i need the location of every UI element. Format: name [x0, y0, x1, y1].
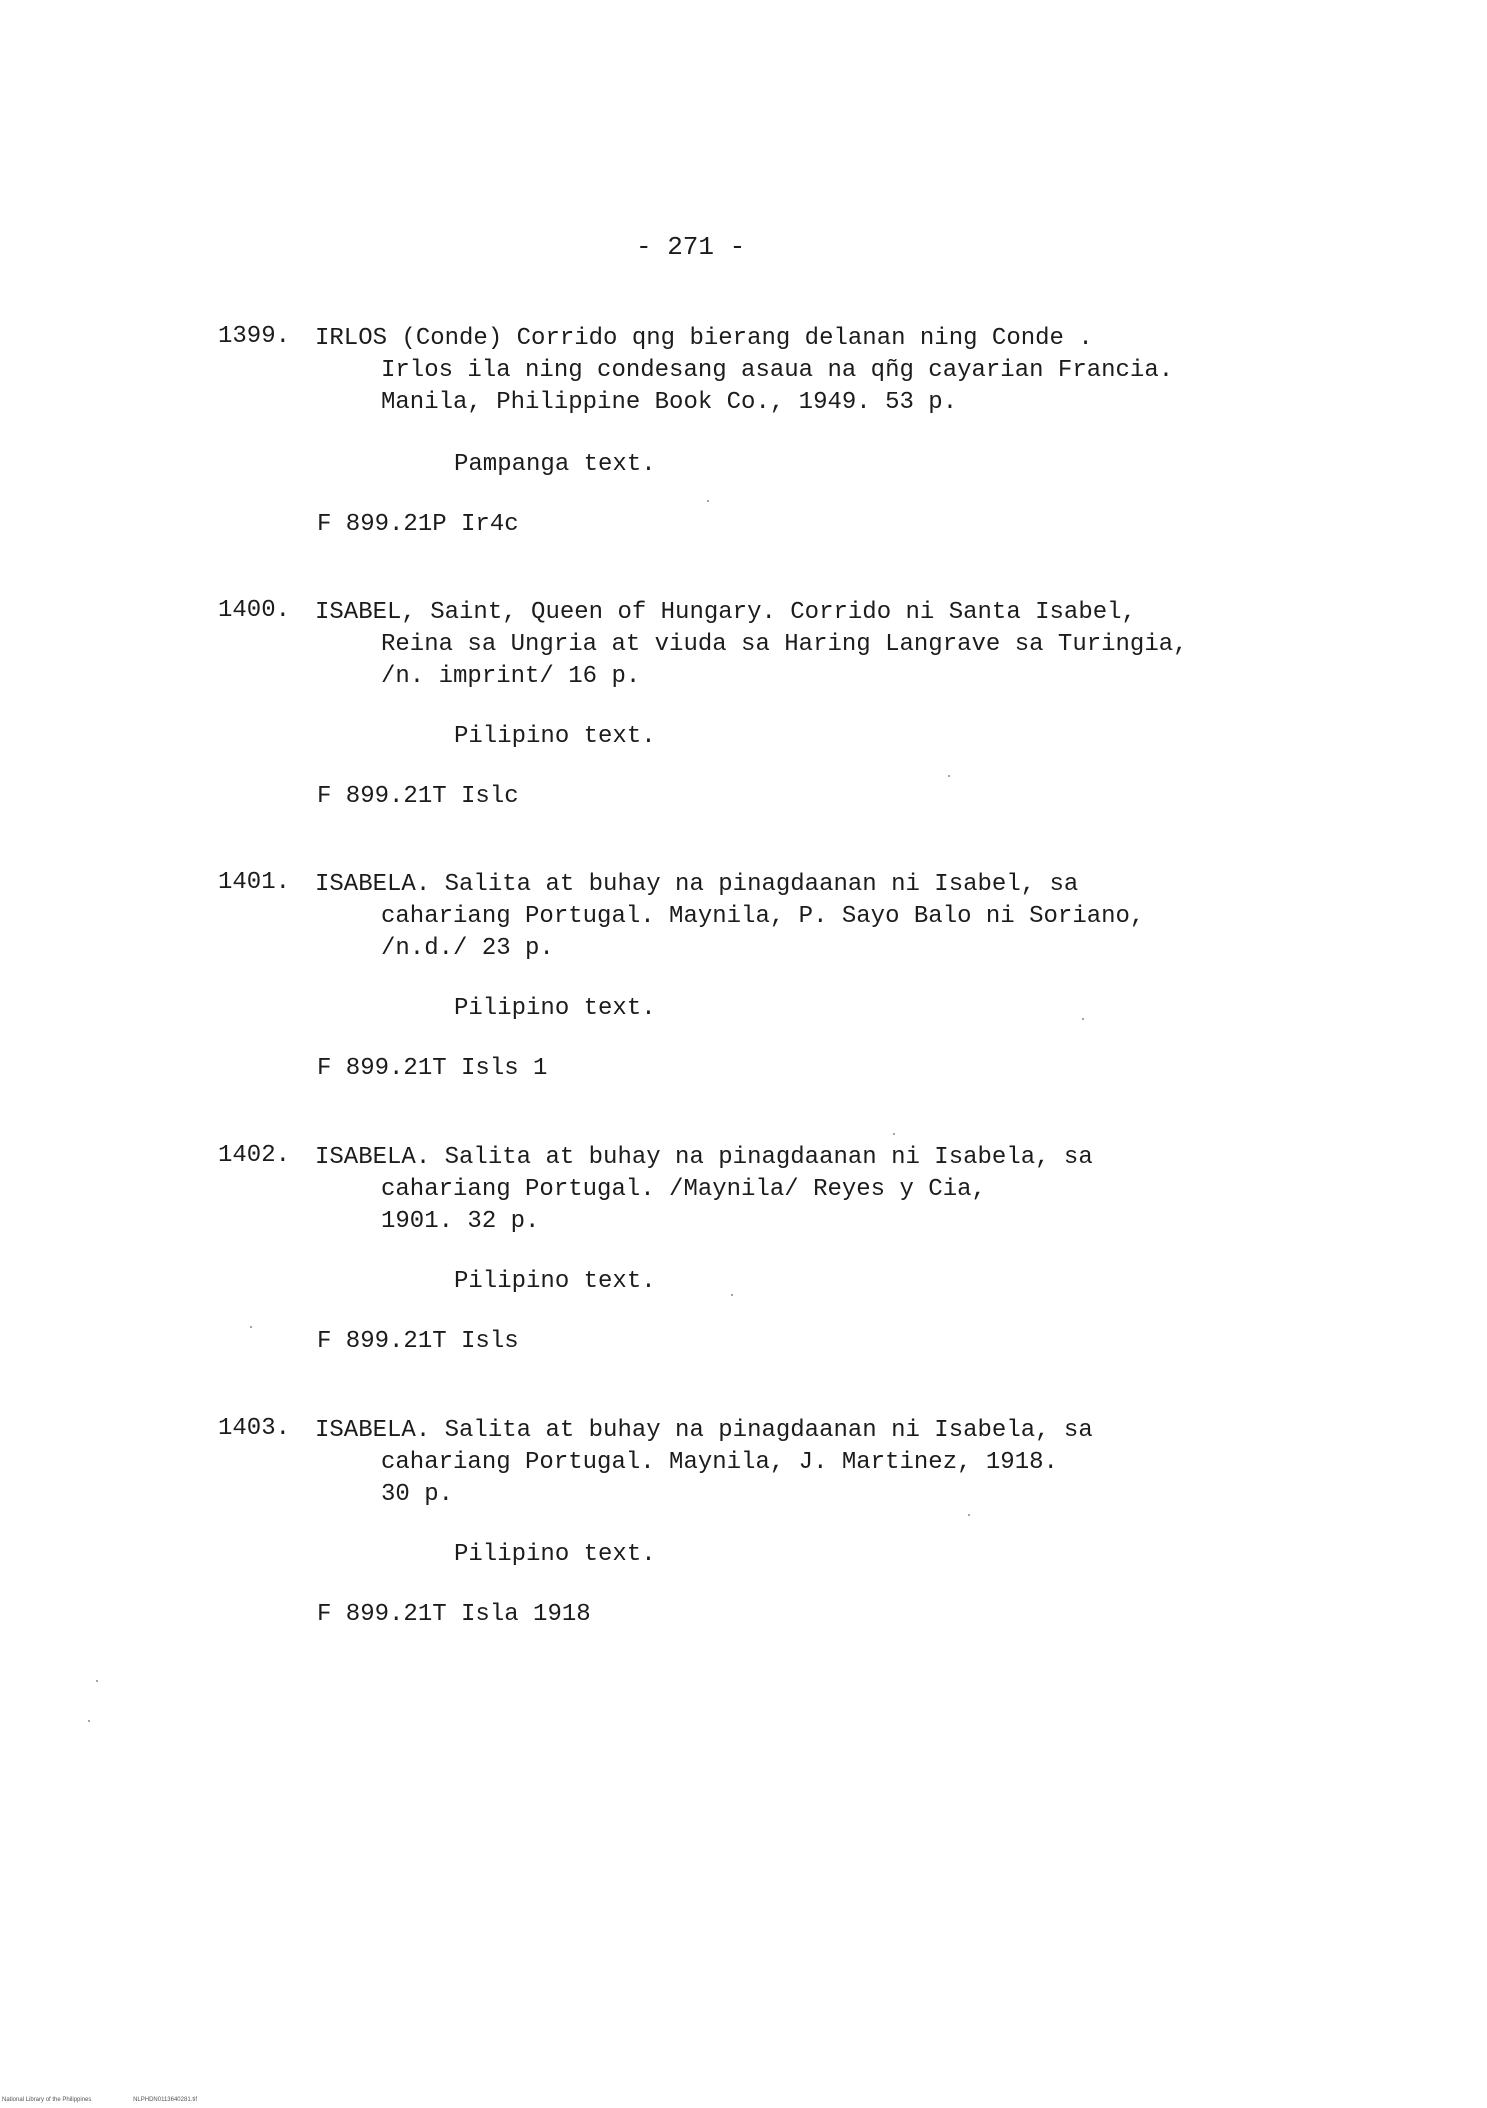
entry-heading [315, 597, 1188, 693]
call-number: F 899.21T Isla 1918 [317, 1601, 591, 1628]
scan-speck [968, 1514, 970, 1516]
call-number: F 899.21T Islc [317, 783, 519, 810]
scan-speck [88, 1720, 90, 1722]
entry-number: 1399. [218, 323, 291, 350]
scan-speck [96, 1680, 98, 1682]
call-number: F 899.21T Isls 1 [317, 1055, 548, 1082]
scan-speck [948, 775, 950, 777]
catalog-entry-1402 [218, 1142, 1218, 1362]
language-note: Pampanga text. [454, 451, 656, 478]
entry-number: 1401. [218, 869, 291, 896]
call-number: F 899.21T Isls [317, 1328, 519, 1355]
catalog-entry-1399 [218, 323, 1218, 543]
entry-line-3: 30 p. [381, 1481, 454, 1508]
entry-heading [315, 1415, 1093, 1511]
scan-speck [731, 1294, 733, 1296]
entry-line-3: /n. imprint/ 16 p. [381, 663, 641, 690]
catalog-entry-1403 [218, 1415, 1218, 1635]
entry-number: 1403. [218, 1415, 291, 1442]
entry-number: 1402. [218, 1142, 291, 1169]
entry-line-2: Irlos ila ning condesang asaua na qñg cayarian Francia. [381, 357, 1174, 384]
entry-heading [315, 1142, 1093, 1238]
scan-speck [893, 1133, 895, 1135]
entry-line-1: IRLOS (Conde) Corrido qng bierang delanan ning Conde . [315, 325, 1093, 352]
language-note: Pilipino text. [454, 723, 656, 750]
footer-library: National Library of the Philippines [2, 2097, 92, 2103]
scan-footer [2, 2097, 237, 2103]
entry-line-1: ISABELA. Salita at buhay na pinagdaanan ni Isabela, sa [315, 1144, 1093, 1171]
entry-line-2: cahariang Portugal. Maynila, J. Martinez, 1918. [381, 1449, 1058, 1476]
scan-speck [1082, 1018, 1084, 1020]
entry-line-1: ISABELA. Salita at buhay na pinagdaanan ni Isabel, sa [315, 871, 1079, 898]
entry-line-3: 1901. 32 p. [381, 1208, 540, 1235]
scan-speck [250, 1326, 252, 1328]
entry-line-3: Manila, Philippine Book Co., 1949. 53 p. [381, 389, 958, 416]
entry-line-3: /n.d./ 23 p. [381, 935, 554, 962]
entry-line-1: ISABEL, Saint, Queen of Hungary. Corrido ni Santa Isabel, [315, 599, 1136, 626]
entry-line-2: cahariang Portugal. Maynila, P. Sayo Balo ni Soriano, [381, 903, 1145, 930]
scan-speck [707, 500, 709, 502]
call-number: F 899.21P Ir4c [317, 511, 519, 538]
entry-heading [315, 869, 1144, 965]
footer-file-id: NLPHDN0113640281.tif [133, 2097, 197, 2103]
entry-line-2: Reina sa Ungria at viuda sa Haring Langrave sa Turingia, [381, 631, 1188, 658]
language-note: Pilipino text. [454, 1268, 656, 1295]
catalog-entry-1401 [218, 869, 1218, 1089]
language-note: Pilipino text. [454, 1541, 656, 1568]
page-number: - 271 - [636, 232, 746, 262]
entry-line-2: cahariang Portugal. /Maynila/ Reyes y Cia, [381, 1176, 986, 1203]
language-note: Pilipino text. [454, 995, 656, 1022]
catalog-entry-1400 [218, 597, 1218, 817]
entry-heading [315, 323, 1173, 419]
entry-number: 1400. [218, 597, 291, 624]
entry-line-1: ISABELA. Salita at buhay na pinagdaanan ni Isabela, sa [315, 1417, 1093, 1444]
